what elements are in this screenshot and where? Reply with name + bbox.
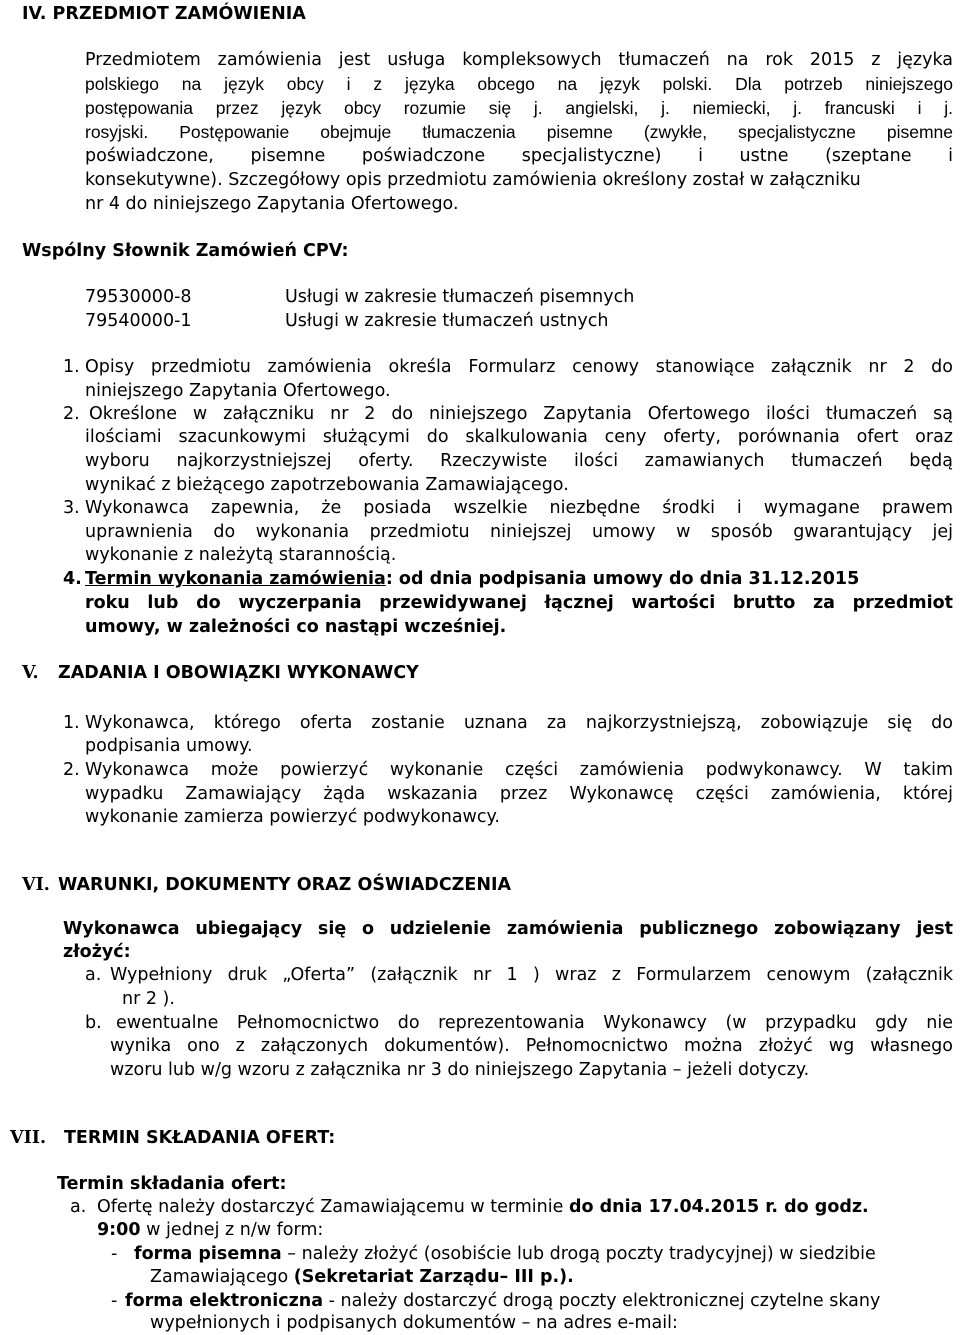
list-item-line: wykonanie z należytą starannością. (85, 545, 397, 565)
cpv-code: 79540000-1 (85, 311, 192, 331)
cpv-description: Usługi w zakresie tłumaczeń ustnych (285, 311, 609, 331)
deadline-date: do dnia 17.04.2015 r. do godz. (568, 1197, 869, 1217)
list-letter: b. (85, 1013, 102, 1033)
para-line: konsekutywne). Szczegółowy opis przedmiotu zamówienia określony został w załączniku (85, 170, 861, 190)
intro-line: złożyć: (63, 942, 131, 962)
form-text: Zamawiającego (150, 1267, 294, 1287)
list-letter: a. (70, 1197, 87, 1217)
intro-line: Wykonawca ubiegający się o udzielenie zamówienia publicznego zobowiązany jest (63, 919, 953, 939)
list-number: 4. (63, 569, 82, 589)
list-number: 2. (63, 760, 80, 780)
dash-bullet: - (111, 1291, 118, 1311)
dash-bullet: - (111, 1244, 118, 1264)
list-item-line: wypadku Zamawiający żąda wskazania przez Wykonawcę części zamówienia, której (85, 784, 953, 804)
form-line (134, 1243, 876, 1266)
form-line: wypełnionych i podpisanych dokumentów – na adres e-mail: (150, 1313, 678, 1333)
deadline-label: Termin wykonania zamówienia (85, 569, 386, 589)
list-item-line: wynika ono z załączonych dokumentów). Pełnomocnictwo można złożyć wg własnego (110, 1036, 953, 1056)
section-v-heading: ZADANIA I OBOWIĄZKI WYKONAWCY (58, 663, 419, 683)
deadline-time: 9:00 (97, 1220, 141, 1240)
form-type: forma elektroniczna (125, 1291, 324, 1311)
list-number: 3. (63, 498, 80, 518)
deadline-text: : od dnia podpisania umowy do dnia 31.12.2015 (385, 569, 860, 589)
list-letter: a. (85, 965, 102, 985)
list-number: 2. (63, 404, 80, 424)
list-item-line: nr 2 ). (122, 989, 175, 1009)
para-line: rosyjski. Postępowanie obejmuje tłumaczenia pisemne (zwykłe, specjalistyczne pisemne (85, 122, 953, 142)
list-item-line: podpisania umowy. (85, 736, 253, 756)
para-line: polskiego na język obcy i z języka obcego na język polski. Dla potrzeb niniejszego (85, 74, 953, 94)
form-line (125, 1290, 880, 1313)
list-item-line: Wykonawca, którego oferta zostanie uznana za najkorzystniejszą, zobowiązuje się do (85, 713, 953, 733)
list-item-line: Wykonawca może powierzyć wykonanie części zamówienia podwykonawcy. W takim (85, 760, 953, 780)
cpv-heading: Wspólny Słownik Zamówień CPV: (22, 241, 349, 261)
section-vi-number: VI. (22, 875, 50, 895)
cpv-code: 79530000-8 (85, 287, 192, 307)
list-item-line: wyboru najkorzystniejszej oferty. Rzeczywiste ilości zamawianych tłumaczeń będą (85, 451, 953, 471)
section-vii-number: VII. (10, 1128, 47, 1148)
section-v-number: V. (22, 663, 39, 683)
deadline-text: Ofertę należy dostarczyć Zamawiającemu w terminie (97, 1197, 569, 1217)
deadline-text: w jednej z n/w form: (140, 1220, 324, 1240)
list-number: 1. (63, 713, 80, 733)
list-item-line: Wypełniony druk „Oferta” (załącznik nr 1 ) wraz z Formularzem cenowym (załącznik (110, 965, 953, 985)
section-iv-heading: IV. PRZEDMIOT ZAMÓWIENIA (22, 4, 306, 24)
form-location: (Sekretariat Zarządu– III p.). (293, 1267, 574, 1287)
form-line (150, 1266, 574, 1289)
deadline-line: roku lub do wyczerpania przewidywanej łącznej wartości brutto za przedmiot (85, 593, 953, 613)
para-line: poświadczone, pisemne poświadczone specjalistyczne) i ustne (szeptane i (85, 146, 953, 166)
section-vii-heading: TERMIN SKŁADANIA OFERT: (64, 1128, 336, 1148)
list-number: 1. (63, 357, 80, 377)
para-line: nr 4 do niniejszego Zapytania Ofertowego. (85, 194, 459, 214)
list-item-line: ewentualne Pełnomocnictwo do reprezentowania Wykonawcy (w przypadku gdy nie (116, 1013, 953, 1033)
form-text: - należy dostarczyć drogą poczty elektronicznej czytelne skany (323, 1291, 881, 1311)
list-item-line: uprawnienia do wykonania przedmiotu niniejszej umowy w sposób gwarantujący jej (85, 522, 953, 542)
form-type: forma pisemna (134, 1244, 282, 1264)
deadline-line: umowy, w zależności co nastąpi wcześniej. (85, 617, 507, 637)
list-item-line: Określone w załączniku nr 2 do niniejszego Zapytania Ofertowego ilości tłumaczeń są (89, 404, 953, 424)
list-item-line: Wykonawca zapewnia, że posiada wszelkie niezbędne środki i wymagane prawem (85, 498, 953, 518)
list-item-line: wynikać z bieżącego zapotrzebowania Zamawiającego. (85, 475, 569, 495)
section-vi-heading: WARUNKI, DOKUMENTY ORAZ OŚWIADCZENIA (58, 875, 512, 895)
para-line: postępowania przez język obcy rozumie się j. angielski, j. niemiecki, j. francuski i j. (85, 98, 953, 118)
list-item-line: ilościami szacunkowymi służącymi do skalkulowania ceny oferty, porównania ofert oraz (85, 427, 953, 447)
list-item-line: Opisy przedmiotu zamówienia określa Formularz cenowy stanowiące załącznik nr 2 do (85, 357, 953, 377)
subheading: Termin składania ofert: (57, 1174, 287, 1194)
list-item-line: wzoru lub w/g wzoru z załącznika nr 3 do niniejszego Zapytania – jeżeli dotyczy. (110, 1060, 810, 1080)
deadline-line (97, 1219, 323, 1242)
form-text: – należy złożyć (osobiście lub drogą poczty tradycyjnej) w siedzibie (281, 1244, 876, 1264)
deadline-line (97, 1196, 869, 1219)
list-item-line: wykonanie zamierza powierzyć podwykonawcy. (85, 807, 500, 827)
para-line: Przedmiotem zamówienia jest usługa kompleksowych tłumaczeń na rok 2015 z języka (85, 50, 953, 70)
cpv-description: Usługi w zakresie tłumaczeń pisemnych (285, 287, 635, 307)
deadline-line (85, 568, 859, 591)
list-item-line: niniejszego Zapytania Ofertowego. (85, 381, 391, 401)
